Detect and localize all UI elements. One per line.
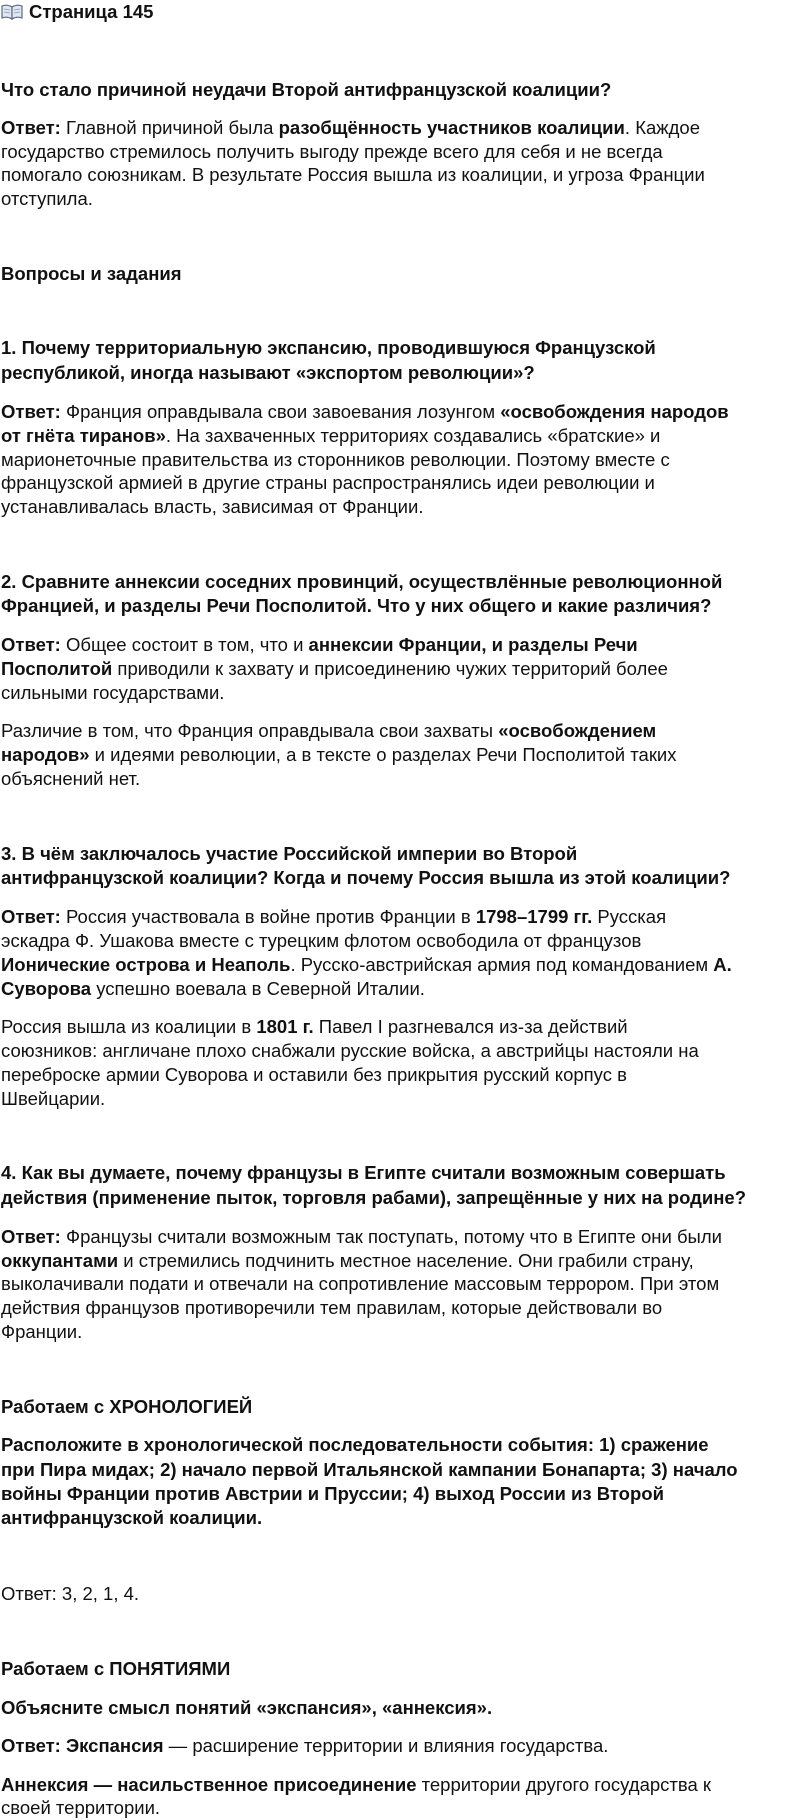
bold-text: Ответ: xyxy=(1,1226,61,1247)
text-span: успешно воевала в Северной Италии. xyxy=(91,978,425,999)
text-span: Русская xyxy=(592,906,667,927)
text-span: Франция оправдывала свои завоевания лозунгом xyxy=(60,401,501,422)
text-line xyxy=(1,842,577,866)
bold-text: Ионические острова и Неаполь xyxy=(1,954,291,975)
text-span: . Русско-австрийская армия под командованием xyxy=(290,954,714,975)
text-line xyxy=(1,977,425,1001)
text-line xyxy=(1,929,641,953)
text-line xyxy=(1,1433,709,1457)
text-span: действия французов противоречили тем правилам, которые действовали во xyxy=(1,1297,663,1318)
text-line xyxy=(1,1161,726,1185)
text-line xyxy=(1,78,611,102)
bold-text: войны Франции против Австрии и Пруссии; 4) выход России из Второй xyxy=(1,1483,664,1504)
bold-text: Что стало причиной неудачи Второй антифранцузской коалиции? xyxy=(1,79,612,100)
bold-text: Работаем с ПОНЯТИЯМИ xyxy=(1,1658,231,1679)
bold-text: Расположите в хронологической последовательности события: 1) сражение xyxy=(1,1434,709,1455)
bold-text: разобщённость участников коалиции xyxy=(278,117,625,138)
text-line xyxy=(1,633,638,657)
bold-text: республикой, иногда называют «экспортом революции»? xyxy=(1,362,535,383)
text-span: Россия участвовала в войне против Франции в xyxy=(60,906,476,927)
text-span: Французы считали возможным так поступать, потому что в Египте они были xyxy=(60,1226,722,1247)
bold-text: при Пира мидах; 2) начало первой Итальянской кампании Бонапарта; 3) начало xyxy=(1,1459,738,1480)
open-book-icon xyxy=(1,2,23,18)
bold-text: 4. Как вы думаете, почему французы в Египте считали возможным совершать xyxy=(1,1162,726,1183)
bold-text: Францией, и разделы Речи Посполитой. Что у них общего и какие различия? xyxy=(1,595,712,616)
text-span: Главной причиной была xyxy=(60,117,279,138)
text-line xyxy=(1,187,93,211)
bold-text: А. xyxy=(713,954,732,975)
bold-text: Ответ: xyxy=(1,117,61,138)
text-line xyxy=(1,262,182,286)
bold-text: действия (применение пыток, торговля рабами), запрещённые у них на родине? xyxy=(1,1187,747,1208)
bold-text: Суворова xyxy=(1,978,92,999)
text-line xyxy=(1,1796,160,1820)
bold-text: 1. Почему территориальную экспансию, проводившуюся Французской xyxy=(1,337,656,358)
text-line xyxy=(1,116,700,140)
text-line xyxy=(1,681,224,705)
text-line xyxy=(1,448,670,472)
bold-text: Ответ: xyxy=(1,401,61,422)
text-line xyxy=(1,1506,262,1530)
bold-text: 2. Сравните аннексии соседних провинций, осуществлённые революционной xyxy=(1,571,723,592)
text-span: переброске армии Суворова и оставили без прикрытия русский корпус в xyxy=(1,1064,627,1085)
text-line xyxy=(1,719,656,743)
text-line xyxy=(1,361,535,385)
text-line xyxy=(1,1225,722,1249)
text-span: и стремились подчинить местное население. Они грабили страну, xyxy=(118,1250,694,1271)
text-line xyxy=(1,905,666,929)
text-span: своей территории. xyxy=(1,1797,161,1818)
bold-text: 3. В чём заключалось участие Российской империи во Второй xyxy=(1,843,578,864)
text-line xyxy=(1,657,668,681)
text-line xyxy=(1,1395,252,1419)
text-span: эскадра Ф. Ушакова вместе с турецким флотом освободила от французов xyxy=(1,930,642,951)
text-span: выколачивали подати и отвечали на сопротивление массовым террором. При этом xyxy=(1,1273,720,1294)
bold-text: Аннексия — насильственное присоединение xyxy=(1,1774,417,1795)
text-line xyxy=(1,336,656,360)
text-line xyxy=(1,866,730,890)
bold-text: народов» xyxy=(1,744,90,765)
text-line xyxy=(1,1015,628,1039)
text-span: Общее состоит в том, что и xyxy=(60,634,309,655)
text-span: территории другого государства к xyxy=(416,1774,712,1795)
bold-text: 1801 г. xyxy=(256,1016,314,1037)
bold-text: антифранцузской коалиции? Когда и почему Россия вышла из этой коалиции? xyxy=(1,867,731,888)
text-line xyxy=(1,1063,627,1087)
text-line xyxy=(1,1734,608,1758)
bold-text: Посполитой xyxy=(1,658,113,679)
text-span: . Каждое xyxy=(624,117,701,138)
bold-text: Ответ: xyxy=(1,634,61,655)
bold-text: Объясните смысл понятий «экспансия», «аннексия». xyxy=(1,1697,493,1718)
text-line xyxy=(1,424,660,448)
text-span: и идеями революции, а в тексте о разделах Речи Посполитой таких xyxy=(89,744,677,765)
text-line xyxy=(1,743,677,767)
text-line xyxy=(1,1696,492,1720)
text-line xyxy=(1,1482,664,1506)
text-line xyxy=(1,1320,82,1344)
bold-text: Работаем с ХРОНОЛОГИЕЙ xyxy=(1,1396,253,1417)
text-line xyxy=(1,1039,699,1063)
bold-text: Ответ: xyxy=(1,906,61,927)
text-span: устанавливалась власть, зависимая от Франции. xyxy=(1,496,424,517)
bold-text: Ответ: Экспансия xyxy=(1,1735,164,1756)
text-line xyxy=(1,953,732,977)
text-span: отступила. xyxy=(1,188,93,209)
text-line xyxy=(1,1087,105,1111)
bold-text: «освобождения народов xyxy=(500,401,729,422)
text-line xyxy=(1,163,705,187)
bold-text: оккупантами xyxy=(1,1250,119,1271)
text-line xyxy=(1,570,722,594)
text-span: государство стремилось получить выгоду прежде всего для себя и не всегда xyxy=(1,141,663,162)
text-span: . На захваченных территориях создавались «братские» и xyxy=(165,425,661,446)
text-span: Франции. xyxy=(1,1321,83,1342)
text-line xyxy=(1,1249,694,1273)
text-span: марионеточные правительства из сторонников революции. Поэтому вместе с xyxy=(1,449,670,470)
text-span: — расширение территории и влияния государства. xyxy=(163,1735,609,1756)
text-line xyxy=(1,1186,746,1210)
text-span: Различие в том, что Франция оправдывала свои захваты xyxy=(1,720,499,741)
text-line xyxy=(1,1296,662,1320)
bold-text: аннексии Франции, и разделы Речи xyxy=(308,634,638,655)
page-title: Страница 145 xyxy=(29,1,154,22)
text-span: сильными государствами. xyxy=(1,682,225,703)
text-span: французской армией в другие страны распространялись идеи революции и xyxy=(1,472,655,493)
bold-text: антифранцузской коалиции. xyxy=(1,1507,263,1528)
text-span: Россия вышла из коалиции в xyxy=(1,1016,257,1037)
text-line xyxy=(1,1773,711,1797)
page-header xyxy=(1,0,153,24)
text-line xyxy=(1,1458,738,1482)
text-span: приводили к захвату и присоединению чужих территорий более xyxy=(112,658,668,679)
bold-text: от гнёта тиранов» xyxy=(1,425,166,446)
text-line xyxy=(1,140,663,164)
bold-text: «освобождением xyxy=(498,720,657,741)
text-line xyxy=(1,1272,719,1296)
text-line xyxy=(1,400,729,424)
bold-text: 1798–1799 гг. xyxy=(475,906,593,927)
text-span: объяснений нет. xyxy=(1,768,141,789)
bold-text: Вопросы и задания xyxy=(1,263,182,284)
text-line xyxy=(1,495,423,519)
text-line xyxy=(1,471,655,495)
text-line xyxy=(1,767,140,791)
text-span: Павел I разгневался из-за действий xyxy=(313,1016,628,1037)
text-span: помогало союзникам. В результате Россия вышла из коалиции, и угроза Франции xyxy=(1,164,705,185)
text-span: Швейцарии. xyxy=(1,1088,106,1109)
text-span: союзников: англичане плохо снабжали русские войска, а австрийцы настояли на xyxy=(1,1040,699,1061)
text-line xyxy=(1,1657,230,1681)
text-line xyxy=(1,1582,139,1606)
text-span: Ответ: 3, 2, 1, 4. xyxy=(1,1583,140,1604)
text-line xyxy=(1,594,711,618)
